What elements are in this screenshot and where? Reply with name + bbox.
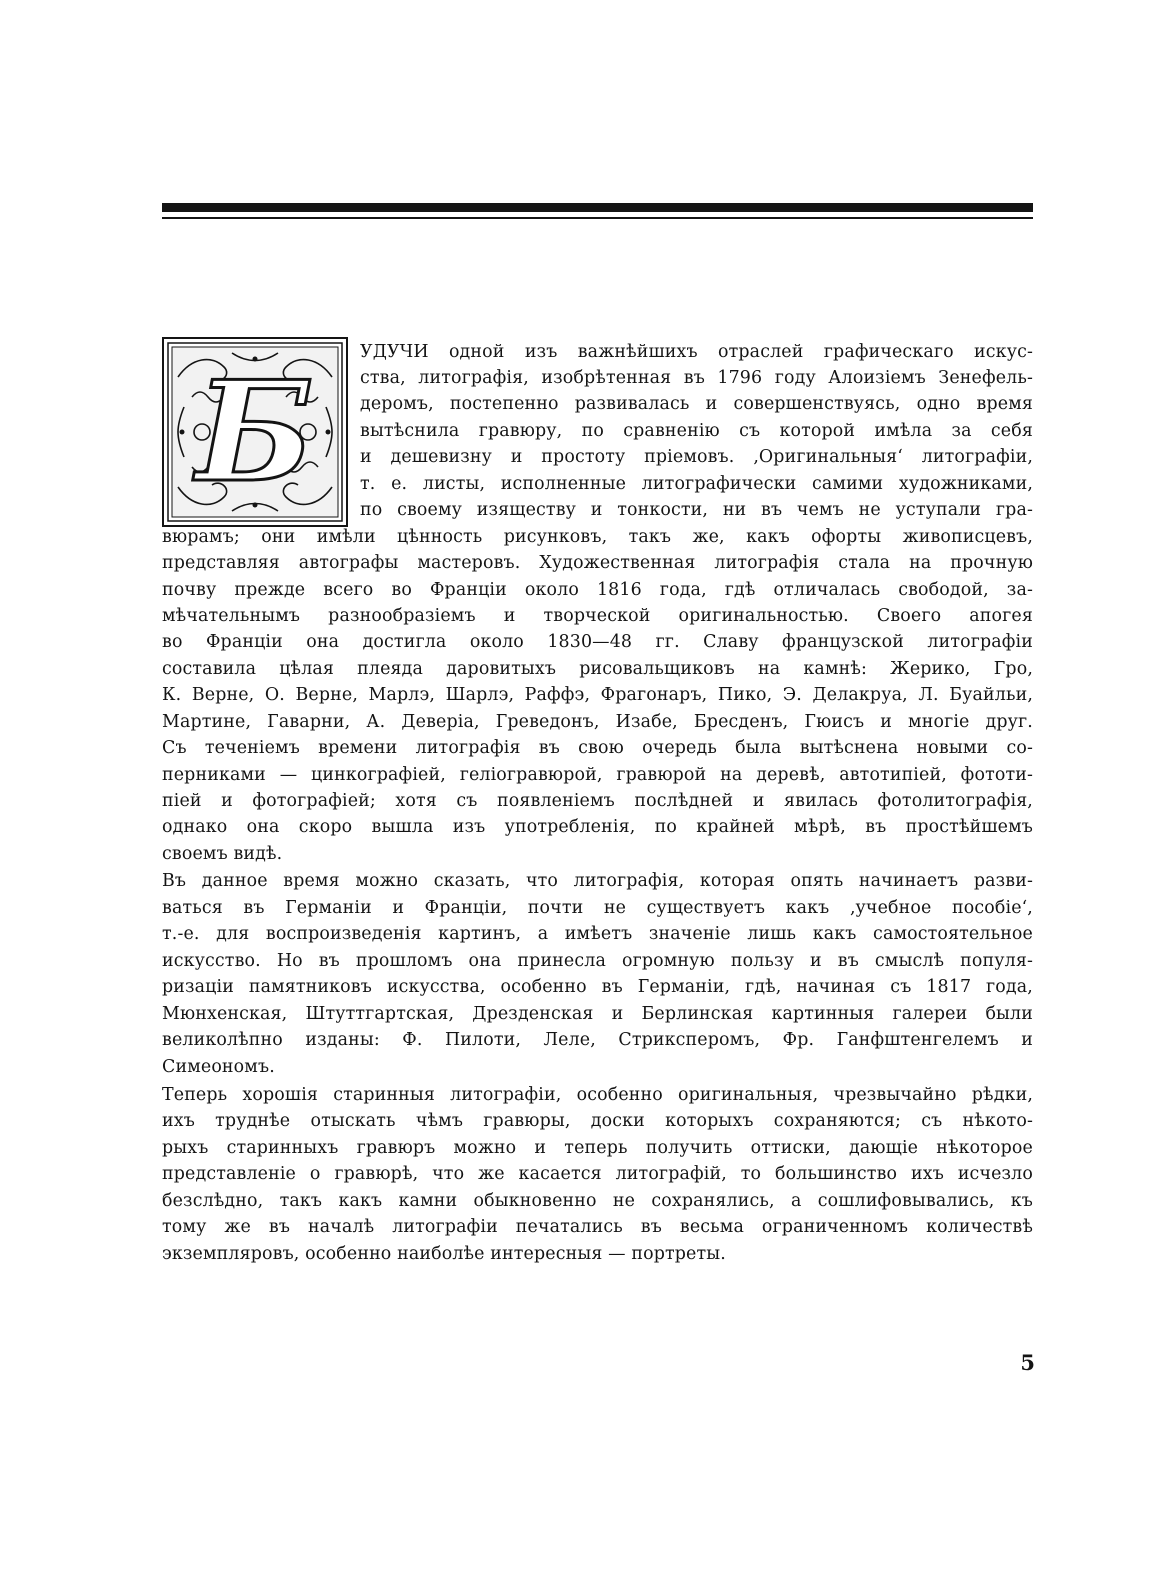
body-line: рыхъ старинныхъ гравюръ можно и теперь получить оттиски, дающіе нѣкоторое <box>162 1138 1033 1158</box>
body-line: Въ данное время можно сказать, что литографія, которая опять начинаетъ разви- <box>162 871 1033 891</box>
body-line: однако она скоро вышла изъ употребленія, по крайней мѣрѣ, въ простѣйшемъ <box>162 817 1033 837</box>
body-line: вюрамъ; они имѣли цѣнность рисунковъ, такъ же, какъ офорты живописцевъ, <box>162 527 1033 547</box>
body-line: піей и фотографіей; хотя съ появленіемъ послѣдней и явилась фотолитографія, <box>162 791 1033 811</box>
header-rule-thick <box>162 203 1033 212</box>
body-line: Мюнхенская, Штуттгартская, Дрезденская и Берлинская картинныя галереи были <box>162 1004 1033 1024</box>
body-line: и дешевизну и простоту пріемовъ. ‚Оригинальныя‘ литографіи, <box>360 447 1033 467</box>
header-rule-thin <box>162 217 1033 219</box>
body-line: ризаціи памятниковъ искусства, особенно въ Германіи, гдѣ, начиная съ 1817 года, <box>162 977 1033 997</box>
body-line: ихъ труднѣе отыскать чѣмъ гравюры, доски которыхъ сохраняются; съ нѣкото- <box>162 1111 1033 1131</box>
body-line: К. Верне, О. Верне, Марлэ, Шарлэ, Раффэ, Фрагонаръ, Пико, Э. Делакруа, Л. Буайльи, <box>162 685 1033 705</box>
body-line: перниками — цинкографіей, геліогравюрой, гравюрой на деревѣ, автотипіей, фототи- <box>162 765 1033 785</box>
body-line: безслѣдно, такъ какъ камни обыкновенно не сохранялись, а сошлифовывались, къ <box>162 1191 1033 1211</box>
body-line: составила цѣлая плеяда даровитыхъ рисовальщиковъ на камнѣ: Жерико, Гро, <box>162 659 1033 679</box>
body-line: экземпляровъ, особенно наиболѣе интересныя — портреты. <box>162 1244 726 1264</box>
drop-cap <box>162 337 348 527</box>
body-line: т. е. листы, исполненные литографически самими художниками, <box>360 474 1033 494</box>
body-line: т.-е. для воспроизведенія картинъ, а имѣетъ значеніе лишь какъ самостоятельное <box>162 924 1033 944</box>
body-line: деромъ, постепенно развивалась и совершенствуясь, одно время <box>360 394 1033 414</box>
drop-cap-letter: Б <box>196 350 314 513</box>
body-line: мѣчательнымъ разнообразіемъ и творческой оригинальностью. Своего апогея <box>162 606 1033 626</box>
body-line: тому же въ началѣ литографіи печатались въ весьма ограниченномъ количествѣ <box>162 1217 1033 1237</box>
body-line: Симеономъ. <box>162 1057 275 1077</box>
body-line: своемъ видѣ. <box>162 844 283 864</box>
body-line: представленіе о гравюрѣ, что же касается литографій, то большинство ихъ исчезло <box>162 1164 1033 1184</box>
body-line: по своему изяществу и тонкости, ни въ чемъ не уступали гра- <box>360 500 1033 520</box>
body-line: искусство. Но въ прошломъ она принесла огромную пользу и въ смыслѣ популя- <box>162 951 1033 971</box>
body-line: Мартине, Гаварни, А. Деверіа, Греведонъ, Изабе, Бресденъ, Гюисъ и многіе друг. <box>162 712 1033 732</box>
body-line: ства, литографія, изобрѣтенная въ 1796 году Алоизіемъ Зенефель- <box>360 368 1033 388</box>
body-line: вытѣснила гравюру, по сравненію съ которой имѣла за себя <box>360 421 1033 441</box>
page-number: 5 <box>1020 1350 1035 1375</box>
body-line: УДУЧИ одной изъ важнѣйшихъ отраслей графическаго искус- <box>360 342 1033 362</box>
body-line: представляя автографы мастеровъ. Художественная литографія стала на прочную <box>162 553 1033 573</box>
body-line: великолѣпно изданы: Ф. Пилоти, Леле, Стриксперомъ, Фр. Ганфштенгелемъ и <box>162 1030 1033 1050</box>
body-line: Съ теченіемъ времени литографія въ свою очередь была вытѣснена новыми со- <box>162 738 1033 758</box>
body-line: почву прежде всего во Франціи около 1816 года, гдѣ отличалась свободой, за- <box>162 580 1033 600</box>
body-line: Теперь хорошія старинныя литографіи, особенно оригинальныя, чрезвычайно рѣдки, <box>162 1085 1033 1105</box>
body-line: во Франціи она достигла около 1830—48 гг. Славу французской литографіи <box>162 632 1033 652</box>
body-line: ваться въ Германіи и Франціи, почти не существуетъ какъ ‚учебное пособіе‘, <box>162 898 1033 918</box>
